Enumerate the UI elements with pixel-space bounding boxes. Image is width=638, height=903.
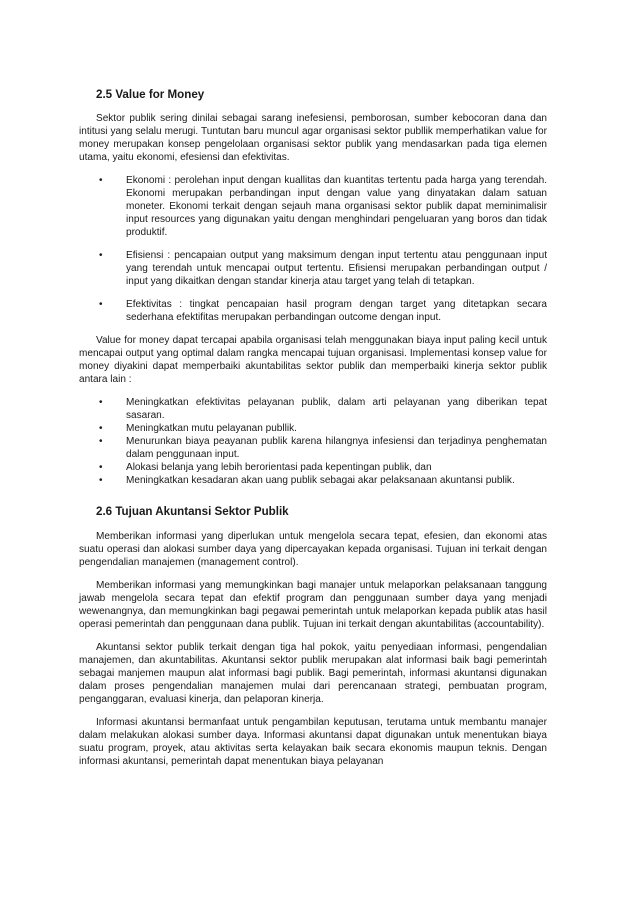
bullet-icon: •	[99, 397, 103, 408]
bullet-icon: •	[99, 462, 103, 473]
section-heading-tujuan-akuntansi: 2.6 Tujuan Akuntansi Sektor Publik	[96, 505, 289, 518]
paragraph-vfm-intro: Sektor publik sering dinilai sebagai sarang inefesiensi, pemborosan, sumber kebocoran dana dan intitusi yang selalu merugi. Tuntutan baru muncul agar organisasi sektor publlik memperhatikan value for money merupakan konsep pengelolaan organisasi sektor publik yang mendasarkan pada tiga elemen utama, yaitu ekonomi, efesiensi dan efektivitas.	[79, 113, 547, 163]
paragraph-tujuan-4: Informasi akuntansi bermanfaat untuk pengambilan keputusan, terutama untuk membantu manajer dalam melakukan alokasi sumber daya. Informasi akuntansi dapat digunakan untuk menentukan biaya suatu program, proyek, atau aktivitas serta kelayakan baik secara ekonomis maupun teknis. Dengan informasi akuntansi, pemerintah dapat menentukan biaya pelayanan	[79, 717, 547, 767]
bullet-icon: •	[99, 250, 103, 261]
document-page	[79, 88, 547, 778]
paragraph-tujuan-3: Akuntansi sektor publik terkait dengan tiga hal pokok, yaitu penyediaan informasi, pengendalian manajemen, dan akuntabilitas. Akuntansi sektor publik merupakan alat informasi baik bagi pemerintah sebagai manjemen maupun alat informasi bagi publik. Bagi pemerintah, informasi akuntansi digunakan dalam proses pengendalian manajemen mulai dari perencanaan strategi, pembuatan program, penganggaran, evaluasi kinerja, dan pelaporan kinerja.	[79, 642, 547, 705]
bullet-icon: •	[99, 423, 103, 434]
paragraph-tujuan-1: Memberikan informasi yang diperlukan untuk mengelola secara tepat, efesien, dan ekonomi atas suatu operasi dan alokasi sumber daya yang dipercayakan kepada organisasi. Tujuan ini terkait dengan pengendalian manajemen (management control).	[79, 531, 547, 568]
section-heading-value-for-money: 2.5 Value for Money	[96, 88, 205, 101]
list-item: • Efektivitas : tingkat pencapaian hasil program dengan target yang ditetapkan secara sederhana efektifitas merupakan perbandingan outcome dengan input.	[99, 299, 547, 323]
bullet-icon: •	[99, 475, 103, 486]
bullet-icon: •	[99, 299, 103, 310]
list-item: • Efisiensi : pencapaian output yang maksimum dengan input tertentu atau penggunaan input yang terendah untuk mencapai output tertentu. Efisiensi merupakan perbandingan output / input yang dikaitkan dengan standar kinerja atau target yang telah di tetapkan.	[99, 250, 547, 287]
list-item: • Meningkatkan efektivitas pelayanan publik, dalam arti pelayanan yang diberikan tepat sasaran.	[99, 397, 547, 421]
list-item: • Meningkatkan mutu pelayanan publlik.	[99, 423, 297, 434]
paragraph-vfm-implementation: Value for money dapat tercapai apabila organisasi telah menggunakan biaya input paling kecil untuk mencapai output yang optimal dalam rangka mencapai tujuan organisasi. Implementasi konsep value for money diyakini dapat memperbaiki akuntabilitas sektor publik dan memperbaiki kinerja sektor publik antara lain :	[79, 335, 547, 385]
vfm-elements-list	[79, 174, 547, 324]
list-item: • Menurunkan biaya peayanan publik karena hilangnya infesiensi dan terjadinya penghematan dalam penggunaan input.	[99, 436, 547, 460]
bullet-icon: •	[99, 436, 103, 447]
bullet-icon: •	[99, 175, 103, 186]
list-item: • Alokasi belanja yang lebih berorientasi pada kepentingan publik, dan	[99, 462, 432, 473]
paragraph-tujuan-2: Memberikan informasi yang memungkinkan bagi manajer untuk melaporkan pelaksanaan tanggung jawab mengelola secara tepat dan efektif program dan penggunaan sumber daya yang menjadi wewenangnya, dan memungkinkan bagi pegawai pemerintah untuk melaporkan kepada publik atas hasil operasi pemerintah dan penggunaan dana publik. Tujuan ini terkait dengan akuntabilitas (accountability).	[79, 580, 547, 630]
list-item: • Ekonomi : perolehan input dengan kuallitas dan kuantitas tertentu pada harga yang terendah. Ekonomi merupakan perbandingan input dengan value yang dinyatakan dalam satuan moneter. Ekonomi terkait dengan sejauh mana organisasi sektor publik dapat meminimalisir input resources yang digunakan yaitu dengan menghindari pengeluaran yang boros dan tidak produktif.	[99, 175, 547, 238]
list-item: • Meningkatkan kesadaran akan uang publik sebagai akar pelaksanaan akuntansi publik.	[99, 475, 515, 486]
vfm-benefits-list	[79, 396, 547, 487]
